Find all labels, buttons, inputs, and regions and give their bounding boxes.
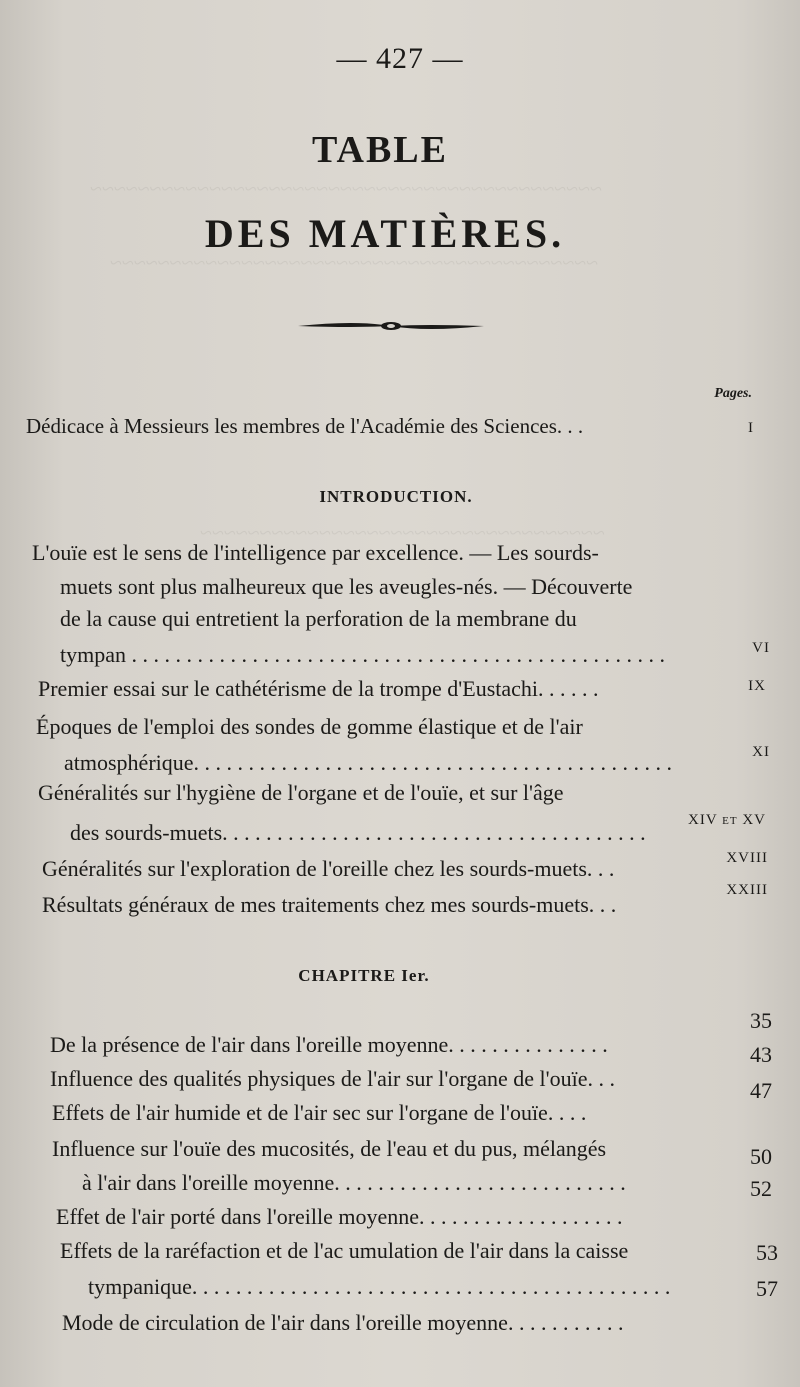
entry-page: XVIII	[726, 850, 768, 866]
toc-line: Effets de l'air humide et de l'air sec sur l'organe de l'ouïe. . . .	[52, 1100, 587, 1125]
entry-page: 50	[750, 1144, 772, 1169]
entry-page: IX	[748, 678, 766, 694]
toc-line: De la présence de l'air dans l'oreille moyenne. . . . . . . . . . . . . . .	[50, 1032, 608, 1057]
toc-line: atmosphérique. . . . . . . . . . . . . . . . . . . . . . . . . . . . . . . . . . . . . . . . . . . .	[64, 750, 673, 775]
entry-page: 52	[750, 1176, 772, 1201]
entry-page: 47	[750, 1078, 772, 1103]
title-des-matieres: DES MATIÈRES.	[204, 211, 566, 256]
toc-line: à l'air dans l'oreille moyenne. . . . . . . . . . . . . . . . . . . . . . . . . . .	[82, 1170, 626, 1195]
toc-line: des sourds-muets. . . . . . . . . . . . . . . . . . . . . . . . . . . . . . . . . . . . . . .	[70, 820, 646, 845]
toc-line: tympanique. . . . . . . . . . . . . . . . . . . . . . . . . . . . . . . . . . . . . . . . . . . .	[88, 1274, 671, 1299]
title-table: TABLE	[311, 129, 448, 171]
entry-page: XXIII	[726, 882, 768, 898]
entry-page: XIV et XV	[688, 812, 766, 828]
show-through-text: ~~~~~~~~~~~~~~~~~~~~~~~~~~~~~~~~~~~~~~~~~~~	[90, 176, 602, 201]
ornamental-rule-icon	[296, 316, 486, 336]
toc-line: Résultats généraux de mes traitements chez mes sourds-muets. . .	[42, 892, 617, 917]
entry-page: 53	[756, 1240, 778, 1265]
toc-line: Influence des qualités physiques de l'air sur l'organe de l'ouïe. . .	[50, 1066, 615, 1091]
entry-page: 35	[750, 1008, 772, 1033]
pages-column-label: Pages.	[714, 386, 752, 401]
entry-page: 43	[750, 1042, 772, 1067]
toc-line: Influence sur l'ouïe des mucosités, de l'eau et du pus, mélangés	[52, 1136, 607, 1161]
toc-line: Effets de la raréfaction et de l'ac umulation de l'air dans la caisse	[60, 1238, 629, 1263]
toc-line: Effet de l'air porté dans l'oreille moyenne. . . . . . . . . . . . . . . . . . .	[56, 1204, 623, 1229]
toc-line: Premier essai sur le cathétérisme de la trompe d'Eustachi. . . . . .	[38, 676, 599, 701]
show-through-text: ~~~~~~~~~~~~~~~~~~~~~~~~~~~~~~~~~~~~~~~~~	[110, 250, 598, 275]
entry-page: XI	[752, 744, 770, 760]
section-heading-introduction: INTRODUCTION.	[319, 487, 473, 506]
page-number: — 427 —	[336, 42, 464, 75]
toc-line: Généralités sur l'exploration de l'oreille chez les sourds-muets. . .	[42, 856, 615, 881]
dedication-entry	[26, 414, 583, 439]
toc-line: L'ouïe est le sens de l'intelligence par excellence. — Les sourds-	[32, 540, 599, 565]
toc-line: tympan . . . . . . . . . . . . . . . . . . . . . . . . . . . . . . . . . . . . . . . . . . . . . . . . .	[60, 642, 665, 667]
entry-page: I	[748, 420, 754, 436]
toc-line: de la cause qui entretient la perforation de la membrane du	[60, 606, 577, 631]
toc-line: muets sont plus malheureux que les aveugles-nés. — Découverte	[60, 574, 633, 599]
toc-line: Époques de l'emploi des sondes de gomme élastique et de l'air	[36, 714, 583, 739]
entry-page: VI	[752, 640, 770, 656]
show-through-text: ~~~~~~~~~~~~~~~~~~~~~~~~~~~~~~~~~~	[200, 520, 605, 545]
entry-text: Dédicace à Messieurs les membres de l'Académie des Sciences. . .	[26, 414, 584, 438]
entry-page: 57	[756, 1276, 778, 1301]
toc-line: Généralités sur l'hygiène de l'organe et de l'ouïe, et sur l'âge	[38, 780, 564, 805]
section-heading-chapitre-1: CHAPITRE Ier.	[298, 966, 430, 985]
toc-line: Mode de circulation de l'air dans l'oreille moyenne. . . . . . . . . . .	[62, 1310, 624, 1335]
